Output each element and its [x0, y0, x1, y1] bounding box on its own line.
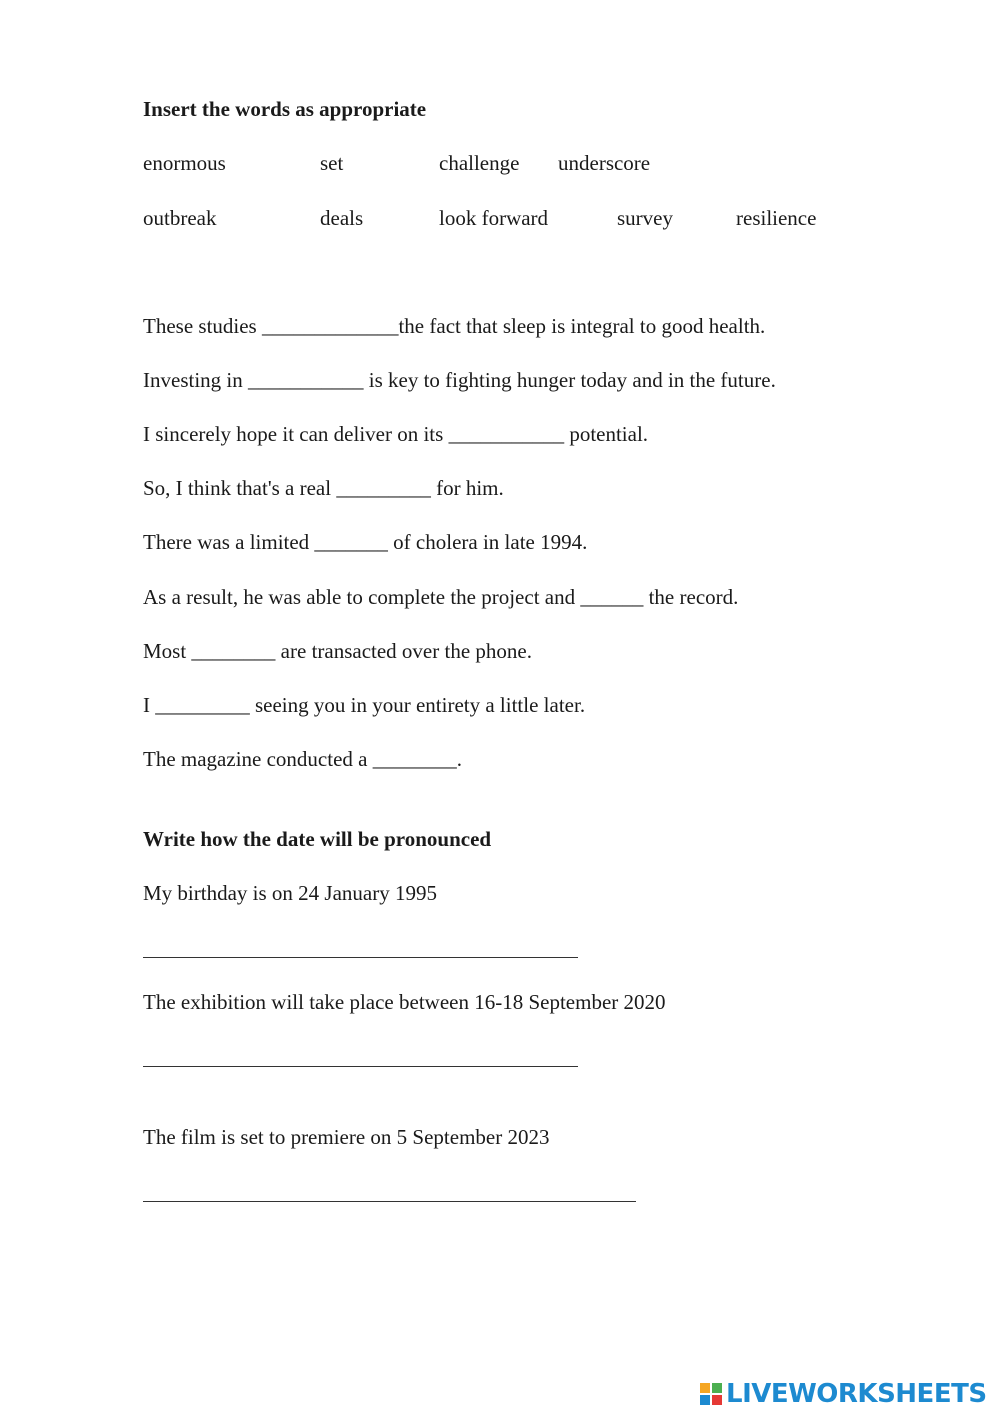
word-bank-item: set [320, 151, 344, 175]
fill-blank-sentence[interactable]: So, I think that's a real _________ for him. [143, 476, 504, 500]
logo-square [712, 1395, 722, 1405]
answer-line[interactable] [143, 957, 578, 958]
word-bank-item: outbreak [143, 206, 217, 230]
fill-blank-sentence[interactable]: There was a limited _______ of cholera in late 1994. [143, 530, 588, 554]
section1-title: Insert the words as appropriate [143, 97, 427, 121]
fill-blank-sentence[interactable]: The magazine conducted a ________. [143, 747, 462, 771]
section2-title: Write how the date will be pronounced [143, 827, 492, 851]
fill-blank-sentence[interactable]: I sincerely hope it can deliver on its ___________ potential. [143, 422, 649, 446]
fill-blank-sentence[interactable]: Investing in ___________ is key to fighting hunger today and in the future. [143, 368, 776, 392]
fill-blank-sentence[interactable]: As a result, he was able to complete the project and ______ the record. [143, 585, 739, 609]
word-bank-item: look forward [439, 206, 549, 230]
answer-line[interactable] [143, 1066, 578, 1067]
fill-blank-sentence[interactable]: I _________ seeing you in your entirety a little later. [143, 693, 586, 717]
brand-name: LIVEWORKSHEETS [726, 1379, 987, 1409]
date-prompt: The film is set to premiere on 5 September 2023 [143, 1125, 550, 1149]
date-prompt: My birthday is on 24 January 1995 [143, 881, 437, 905]
word-bank-item: resilience [736, 206, 817, 230]
word-bank-item: underscore [558, 151, 651, 175]
liveworksheets-logo-icon [700, 1381, 724, 1407]
word-bank-item: deals [320, 206, 364, 230]
word-bank-item: survey [617, 206, 673, 230]
date-prompt: The exhibition will take place between 16-18 September 2020 [143, 990, 666, 1014]
logo-square [700, 1395, 710, 1405]
logo-square [712, 1383, 722, 1393]
liveworksheets-brand [700, 1378, 987, 1410]
fill-blank-sentence[interactable]: Most ________ are transacted over the phone. [143, 639, 532, 663]
answer-line[interactable] [143, 1201, 636, 1202]
word-bank-item: challenge [439, 151, 520, 175]
word-bank-item: enormous [143, 151, 226, 175]
logo-square [700, 1383, 710, 1393]
fill-blank-sentence[interactable]: These studies _____________the fact that sleep is integral to good health. [143, 314, 766, 338]
